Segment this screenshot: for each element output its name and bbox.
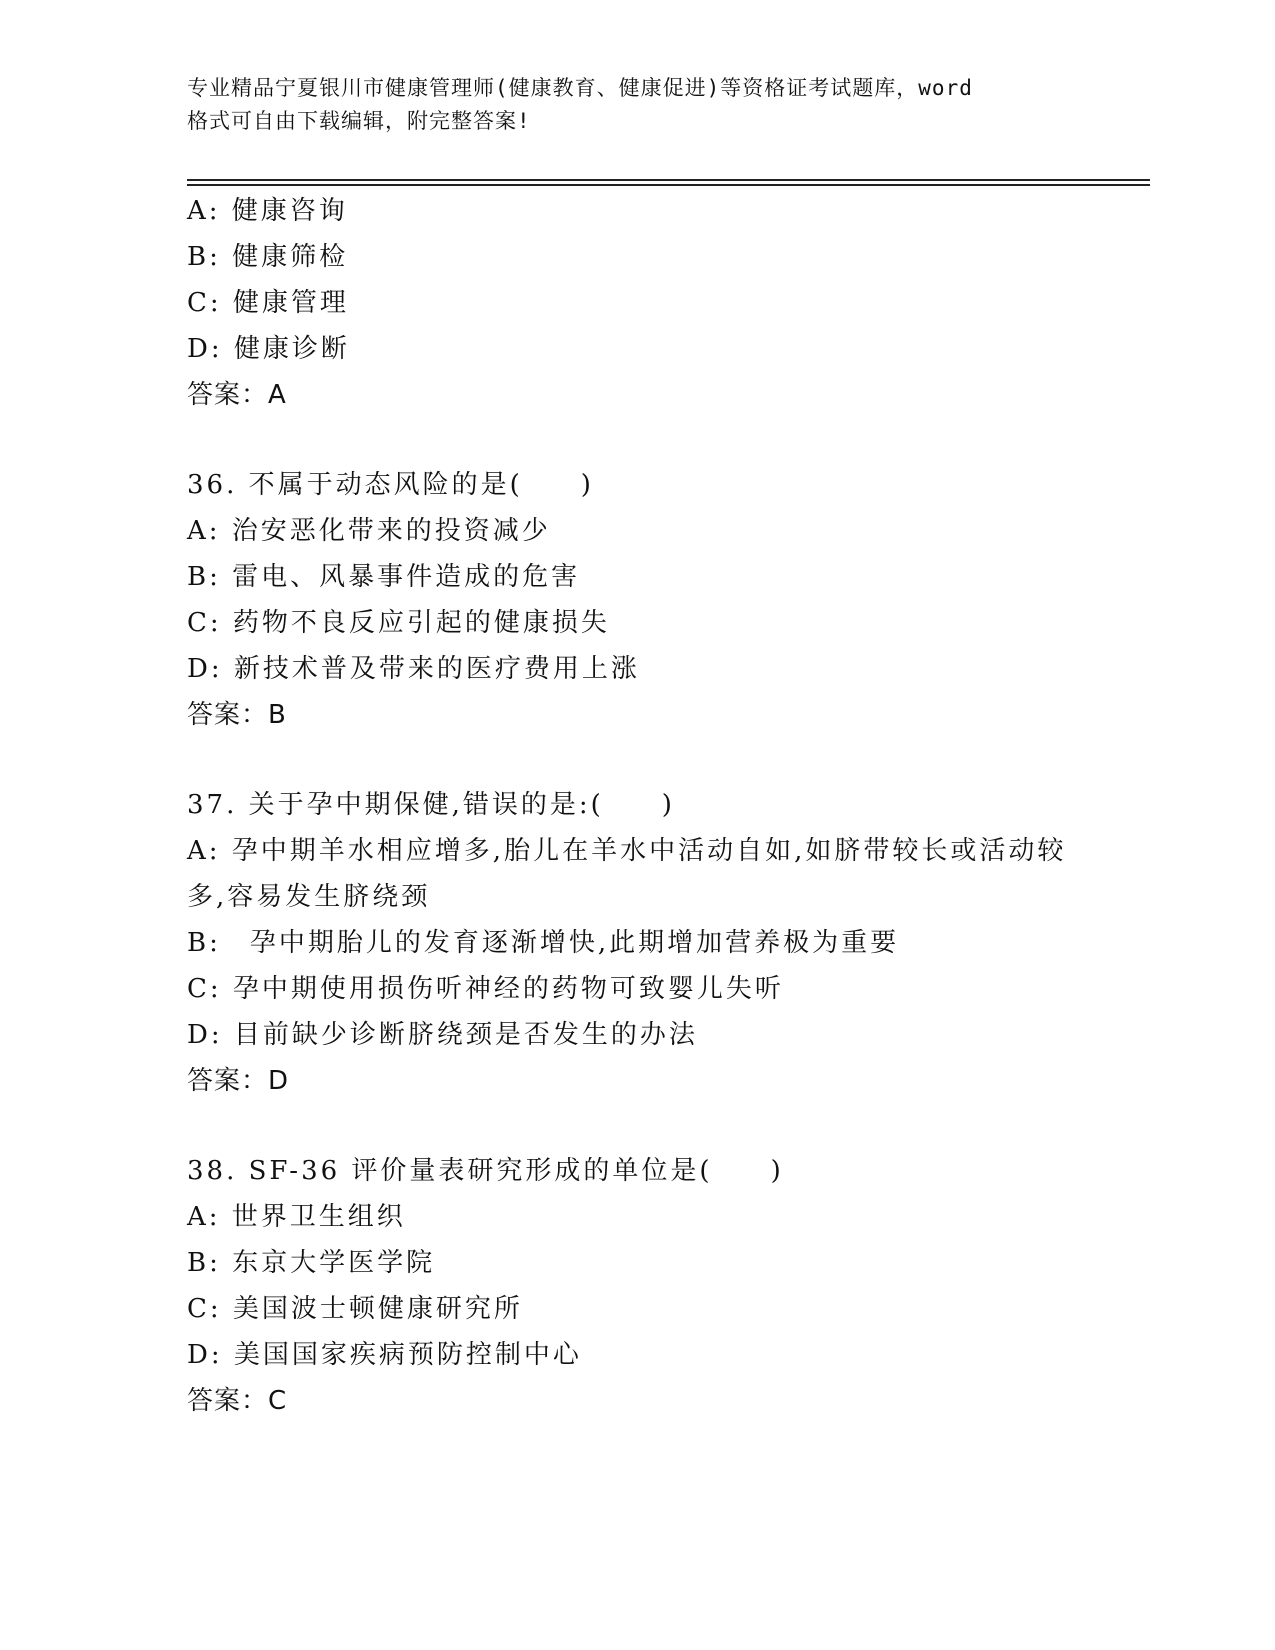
answer: 答案：A <box>187 380 287 410</box>
answer: 答案：D <box>187 1066 290 1096</box>
spacer <box>187 738 1087 782</box>
option-c: C: 健康管理 <box>187 288 349 318</box>
option-d: D: 健康诊断 <box>187 334 350 364</box>
question-stem: 36. 不属于动态风险的是( ) <box>187 470 594 500</box>
question-36 <box>187 462 1087 738</box>
option-b: B: 健康筛检 <box>187 242 349 272</box>
answer: 答案：C <box>187 1386 288 1416</box>
header-divider-bottom <box>187 184 1150 186</box>
question-stem: 37. 关于孕中期保健,错误的是:( ) <box>187 790 675 820</box>
option-b: B: 孕中期胎儿的发育逐渐增快,此期增加营养极为重要 <box>187 928 900 958</box>
option-d: D: 美国国家疾病预防控制中心 <box>187 1340 582 1370</box>
question-stem: 38. SF-36 评价量表研究形成的单位是( ) <box>187 1156 784 1186</box>
option-d: D: 目前缺少诊断脐绕颈是否发生的办法 <box>187 1020 698 1050</box>
question-38 <box>187 1148 1087 1424</box>
question-37 <box>187 782 1087 1104</box>
header-line-2: 格式可自由下载编辑，附完整答案! <box>187 109 531 133</box>
option-a-line-1: A: 孕中期羊水相应增多,胎儿在羊水中活动自如,如脐带较长或活动较 <box>187 836 1067 866</box>
option-c: C: 药物不良反应引起的健康损失 <box>187 608 610 638</box>
answer: 答案：B <box>187 700 287 730</box>
spacer <box>187 418 1087 462</box>
option-a: A: 世界卫生组织 <box>187 1202 406 1232</box>
option-c: C: 美国波士顿健康研究所 <box>187 1294 523 1324</box>
option-b: B: 东京大学医学院 <box>187 1248 436 1278</box>
spacer <box>187 1104 1087 1148</box>
option-c: C: 孕中期使用损伤听神经的药物可致婴儿失听 <box>187 974 784 1004</box>
option-a: A: 健康咨询 <box>187 196 348 226</box>
header-line-1: 专业精品宁夏银川市健康管理师(健康教育、健康促进)等资格证考试题库，word <box>187 76 973 100</box>
option-b: B: 雷电、风暴事件造成的危害 <box>187 562 581 592</box>
header-divider-top <box>187 179 1150 181</box>
document-header <box>187 72 1067 138</box>
option-d: D: 新技术普及带来的医疗费用上涨 <box>187 654 640 684</box>
option-a: A: 治安恶化带来的投资减少 <box>187 516 551 546</box>
question-list <box>187 188 1087 1424</box>
option-a-line-2: 多,容易发生脐绕颈 <box>187 882 431 912</box>
question-35 <box>187 188 1087 418</box>
